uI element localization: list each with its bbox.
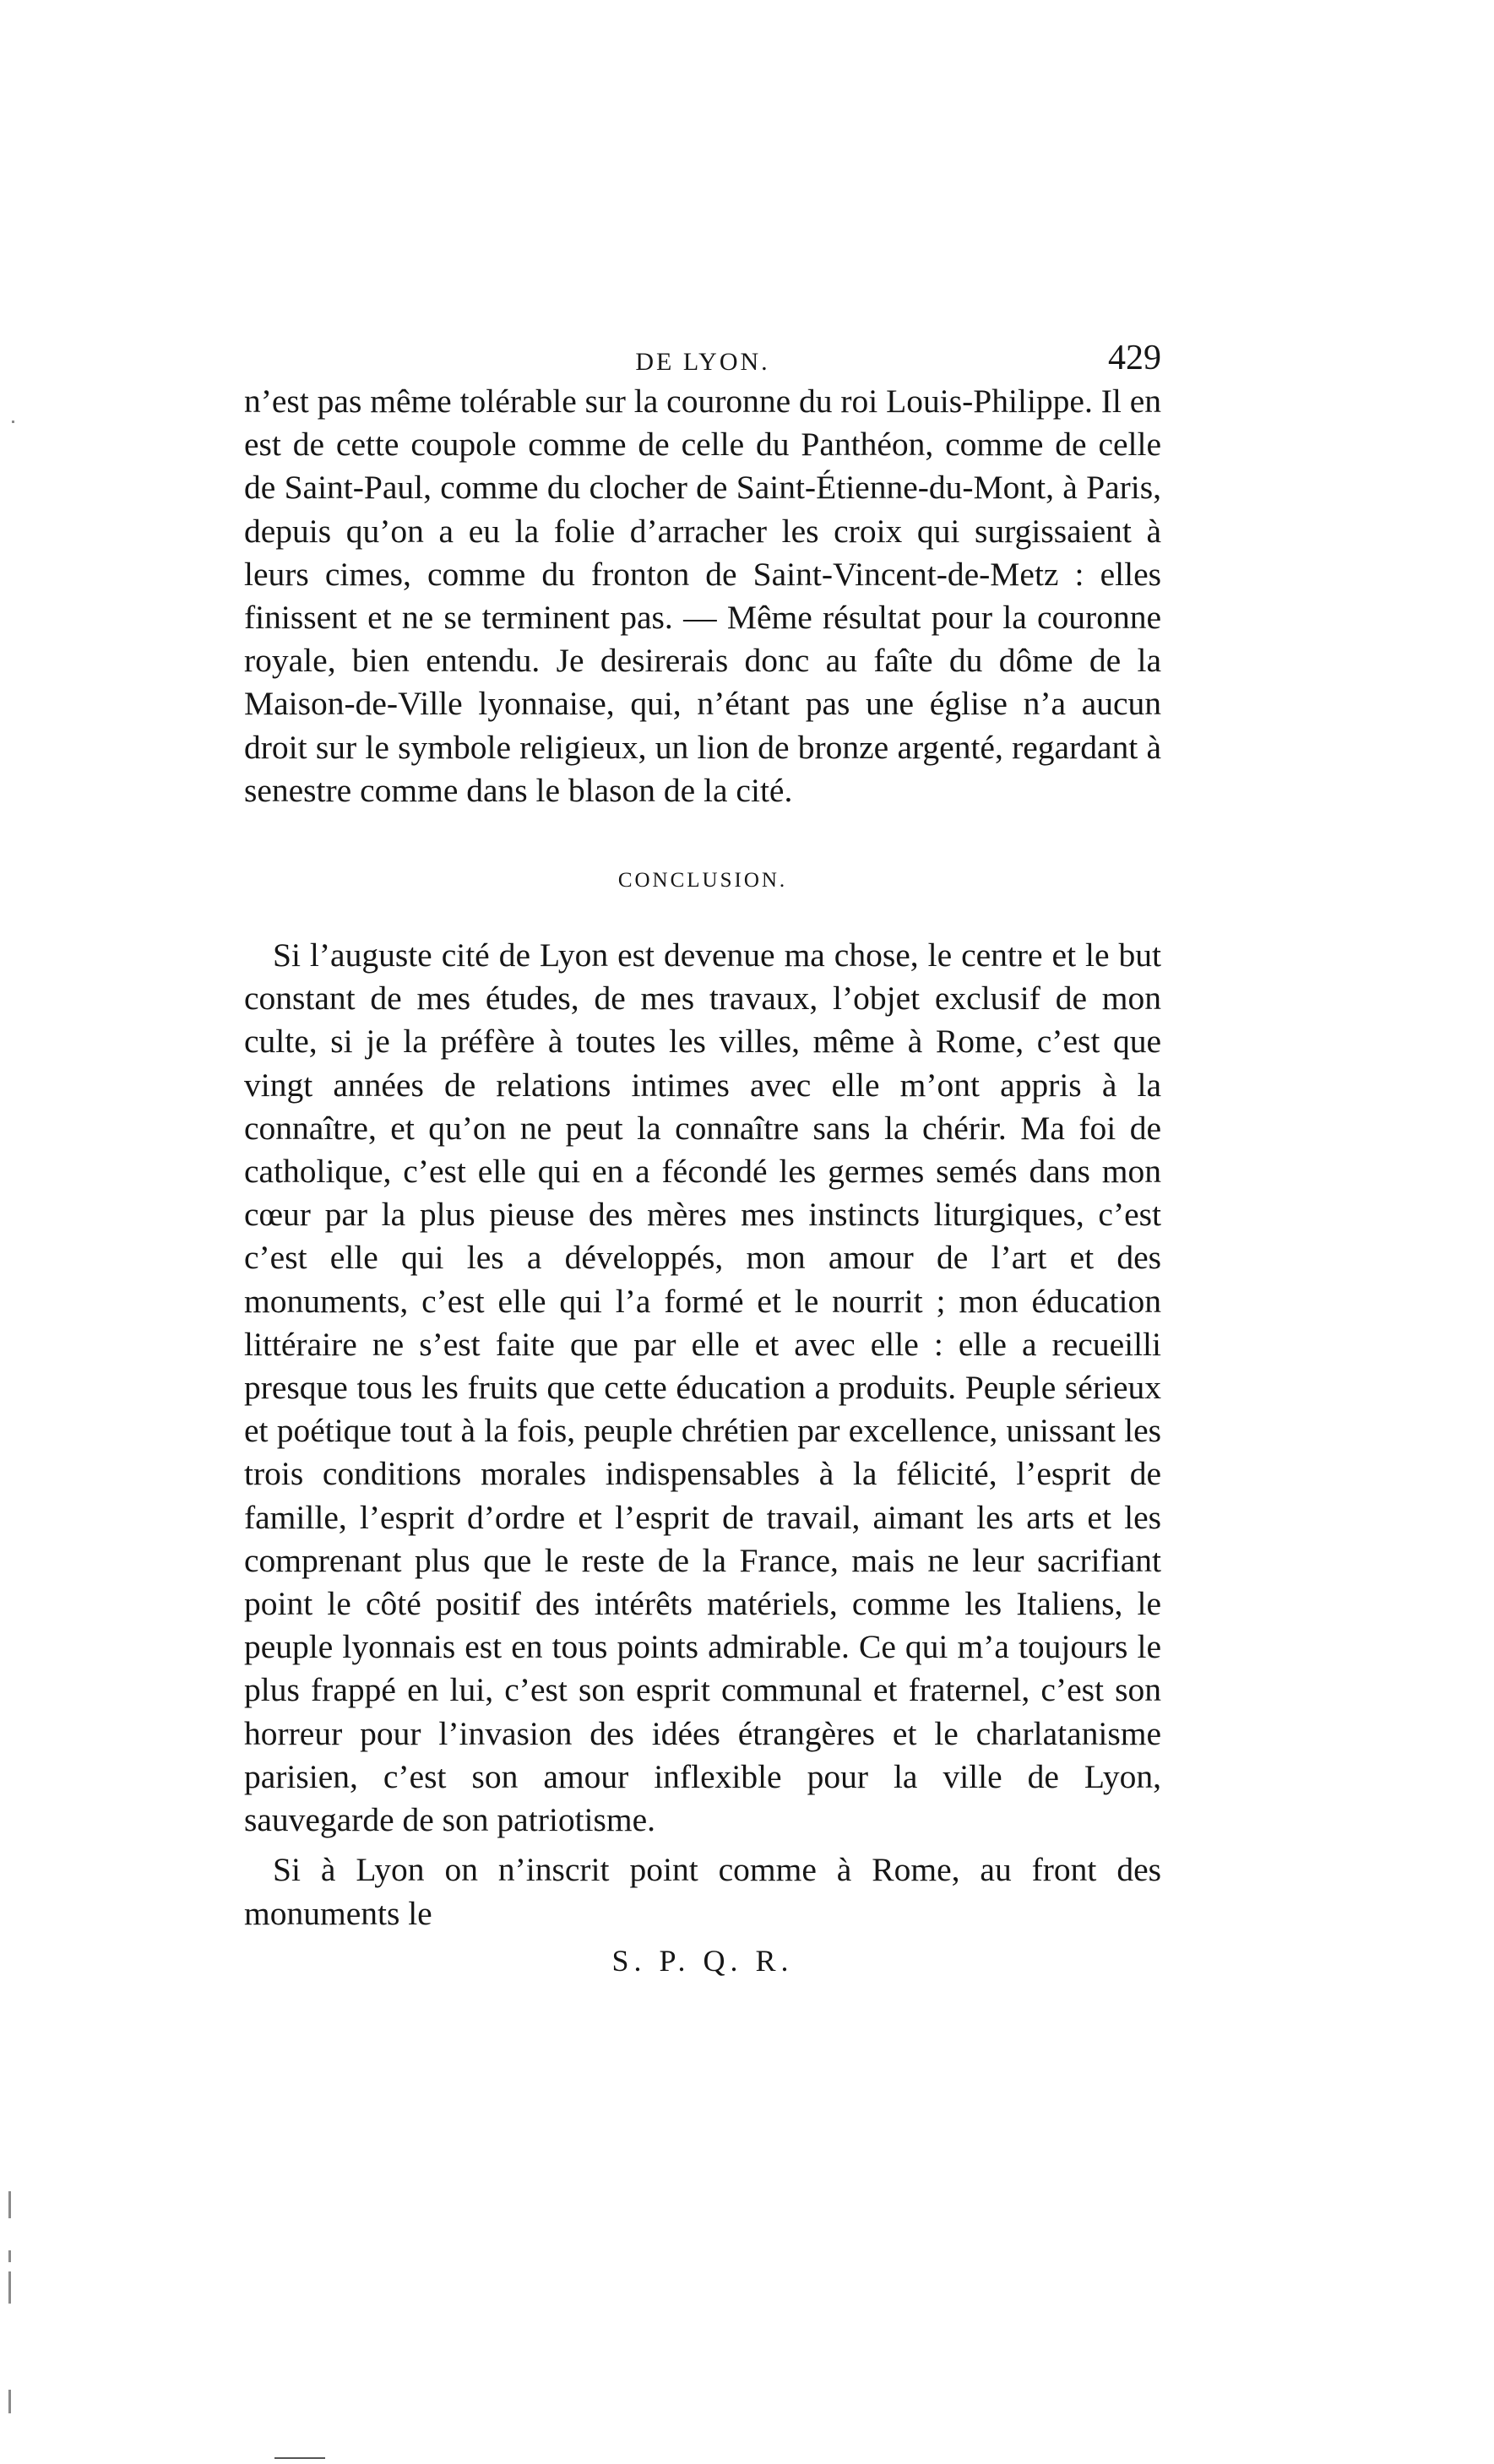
section-heading: CONCLUSION. — [617, 869, 788, 893]
paragraph-conclusion: Si l’auguste cité de Lyon est devenue ma chose, le centre et le but constant de mes études, de mes travaux, l’objet exclusif de mon culte, si je la préfère à toutes les villes, même à Rome, c’est que vingt années de relations intimes avec elle m’ont appris à la connaître, et qu’on ne peut la connaître sans la chérir. Ma foi de catholique, c’est elle qui en a fécondé les germes semés dans mon cœur par la plus pieuse des mères mes instincts liturgiques, c’est c’est elle qui les a développés, mon amour de l’art et des monuments, c’est elle qui l’a formé et le nourrit ; mon éducation littéraire ne s’est faite que par elle et avec elle : elle a recueilli presque tous les fruits que cette éducation a produits. Peuple sérieux et poétique tout à la fois, peuple chrétien par excellence, unissant les trois conditions morales indispensables à la félicité, l’esprit de famille, l’esprit d’ordre et l’esprit de travail, aimant les arts et les comprenant plus que le reste de la France, mais ne leur sacrifiant point le côté positif des intérêts matériels, comme les Italiens, le peuple lyonnais est en tous points admirable. Ce qui m’a toujours le plus frappé en lui, c’est son esprit communal et fraternel, c’est son horreur pour l’invasion des idées étrangères et le charlatanisme parisien, c’est son amour inflexible pour la ville de Lyon, sauvegarde de son patriotisme. — [244, 936, 1161, 1839]
running-head — [244, 336, 1161, 387]
scan-mark — [8, 2390, 11, 2413]
running-title: DE LYON. — [635, 348, 770, 376]
scan-mark — [8, 2271, 11, 2304]
paragraph-continued: n’est pas même tolérable sur la couronne du roi Louis-Philippe. Il en est de cette coupole comme de celle du Panthéon, comme de celle de Saint-Paul, comme du clocher de Saint-Étienne-du-Mont, à Paris, depuis qu’on a eu la folie d’arracher les croix qui surgissaient à leurs cimes, comme du fronton de Saint-Vincent-de-Metz : elles finissent et ne se terminent pas. — Même résultat pour la couronne royale, bien entendu. Je desirerais donc au faîte du dôme de la Maison-de-Ville lyonnaise, qui, n’étant pas une église n’a aucun droit sur le symbole religieux, un lion de bronze argenté, regardant à senestre comme dans le blason de la cité. — [244, 383, 1161, 809]
page-number: 429 — [1108, 339, 1161, 377]
text-block — [244, 380, 1161, 1979]
scan-mark — [8, 2191, 11, 2218]
inscription-spqr: S. P. Q. R. — [611, 1943, 794, 1978]
paragraph-inscription-intro: Si à Lyon on n’inscrit point comme à Rome, au front des monuments le — [244, 1851, 1161, 1932]
footer-rule — [274, 2457, 325, 2459]
scan-mark — [8, 2250, 11, 2262]
scan-mark — [12, 421, 14, 423]
